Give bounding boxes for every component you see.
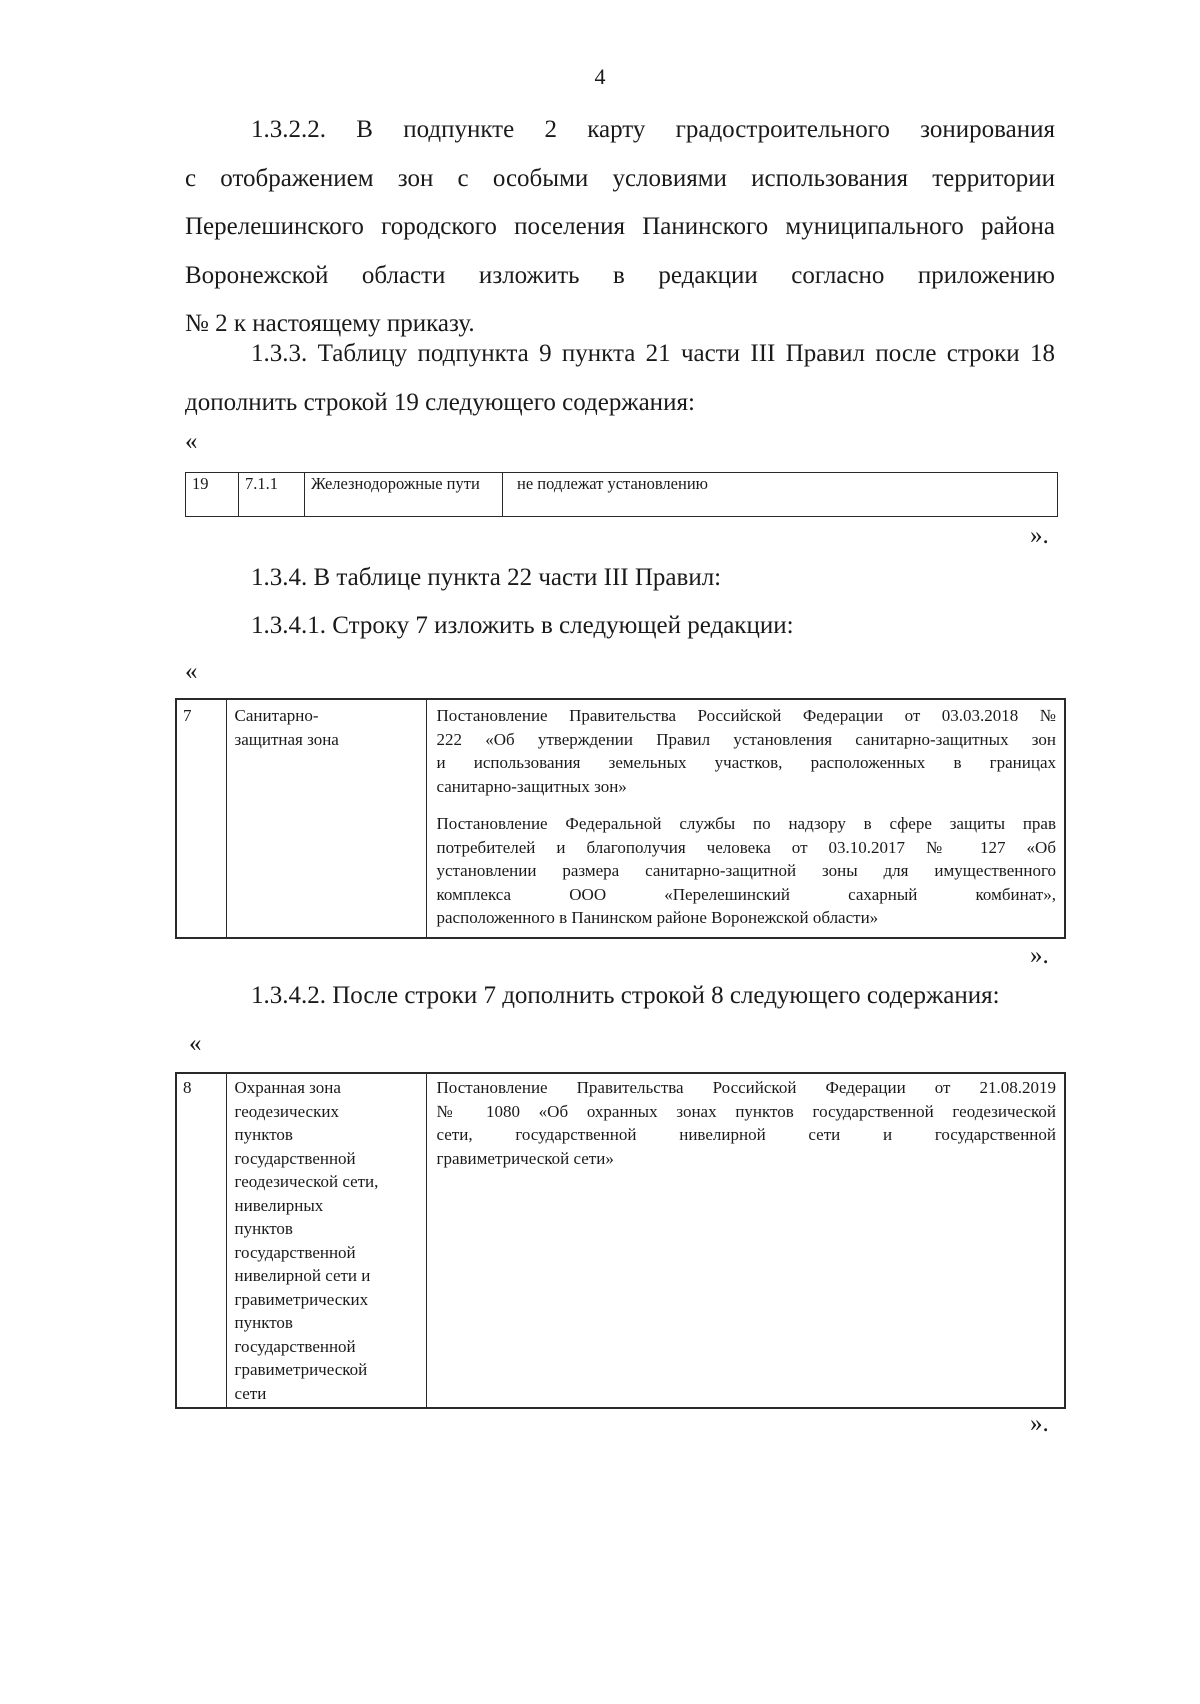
paragraph-1-3-3 <box>185 330 1055 427</box>
cell-documents <box>426 1073 1065 1408</box>
document-1 <box>437 1076 1057 1170</box>
cell-line: нивелирных <box>234 1195 324 1215</box>
closing-quote-2: ». <box>1030 942 1049 969</box>
opening-quote-2: « <box>185 658 198 685</box>
table-row <box>186 473 1058 517</box>
cell-line: государственной <box>234 1242 356 1262</box>
cell-line: нивелирной сети и <box>234 1266 371 1285</box>
paragraph-line: с отображением зон с особыми условиями использования территории <box>185 164 1055 192</box>
cell-line: санитарно-защитных зон» <box>436 776 627 796</box>
paragraph-1-3-2-2 <box>185 106 1055 349</box>
cell-line: 222 «Об утверждении Правил установления санитарно-защитных зон <box>436 729 1056 749</box>
paragraph-1-3-4-1: 1.3.4.1. Строку 7 изложить в следующей редакции: <box>251 612 794 639</box>
cell-line: пунктов <box>234 1313 293 1332</box>
closing-quote-1: ». <box>1030 522 1049 549</box>
cell-line: государственной <box>234 1148 356 1168</box>
paragraph-line: 1.3.2.2. В подпункте 2 карту градостроительного зонирования <box>251 116 1055 143</box>
cell-line: и использования земельных участков, расположенных в границах <box>436 753 1056 772</box>
cell-line: Санитарно- <box>234 706 319 725</box>
cell-line: № 1080 «Об охранных зонах пунктов государственной геодезической <box>436 1101 1056 1121</box>
paragraph-line: дополнить строкой 19 следующего содержания: <box>185 388 695 416</box>
document-2 <box>437 812 1057 930</box>
cell-line: Постановление Правительства Российской Федерации от 21.08.2019 <box>436 1078 1056 1097</box>
cell-line: государственной <box>234 1336 356 1356</box>
table-row-7 <box>175 698 1066 939</box>
cell-row-number: 7 <box>176 699 226 938</box>
cell-line: геодезических <box>234 1101 339 1121</box>
cell-line: защитная зона <box>234 729 339 749</box>
paragraph-1-3-4: 1.3.4. В таблице пункта 22 части III Правил: <box>251 564 722 591</box>
paragraph-line: Перелешинского городского поселения Панинского муниципального района <box>185 213 1055 240</box>
paragraph-line: № 2 к настоящему приказу. <box>185 310 475 337</box>
cell-line: сети <box>234 1383 267 1403</box>
cell-line: комплекса ООО «Перелешинский сахарный комбинат», <box>436 884 1056 904</box>
cell-value: не подлежат установлению <box>503 473 1058 517</box>
opening-quote-3: « <box>189 1030 202 1057</box>
cell-name <box>226 699 426 938</box>
cell-code: 7.1.1 <box>239 473 305 517</box>
cell-name <box>226 1073 426 1408</box>
cell-documents <box>426 699 1065 938</box>
cell-line: пунктов <box>234 1219 293 1238</box>
table-row <box>176 699 1065 938</box>
table-row-19 <box>185 472 1058 517</box>
table-row-8 <box>175 1072 1066 1409</box>
cell-line: геодезической сети, <box>234 1172 379 1191</box>
cell-line: установлении размера санитарно-защитной зоны для имущественного <box>436 861 1056 880</box>
document-1 <box>437 704 1057 798</box>
cell-name: Железнодорожные пути <box>305 473 503 517</box>
cell-line: гравиметрической <box>234 1360 368 1379</box>
cell-row-number: 8 <box>176 1073 226 1408</box>
cell-line: пунктов <box>234 1125 293 1144</box>
cell-line: сети, государственной нивелирной сети и государственной <box>436 1125 1056 1144</box>
opening-quote-1: « <box>185 428 198 455</box>
cell-line: Постановление Правительства Российской Федерации от 03.03.2018 № <box>436 706 1056 725</box>
cell-line: потребителей и благополучия человека от 03.10.2017 № 127 «Об <box>436 837 1056 857</box>
cell-line: гравиметрических <box>234 1289 369 1309</box>
cell-row-number: 19 <box>186 473 239 517</box>
cell-line: Охранная зона <box>234 1078 341 1097</box>
closing-quote-3: ». <box>1030 1410 1049 1437</box>
page-number: 4 <box>594 64 606 89</box>
cell-line: Постановление Федеральной службы по надзору в сфере защиты прав <box>436 814 1056 833</box>
paragraph-1-3-4-2: 1.3.4.2. После строки 7 дополнить строкой 8 следующего содержания: <box>251 982 1000 1009</box>
cell-line: гравиметрической сети» <box>436 1148 614 1168</box>
table-row <box>176 1073 1065 1408</box>
cell-line: расположенного в Панинском районе Воронежской области» <box>436 908 879 927</box>
paragraph-line: 1.3.3. Таблицу подпункта 9 пункта 21 части III Правил после строки 18 <box>251 340 1055 367</box>
paragraph-line: Воронежской области изложить в редакции согласно приложению <box>185 261 1055 289</box>
